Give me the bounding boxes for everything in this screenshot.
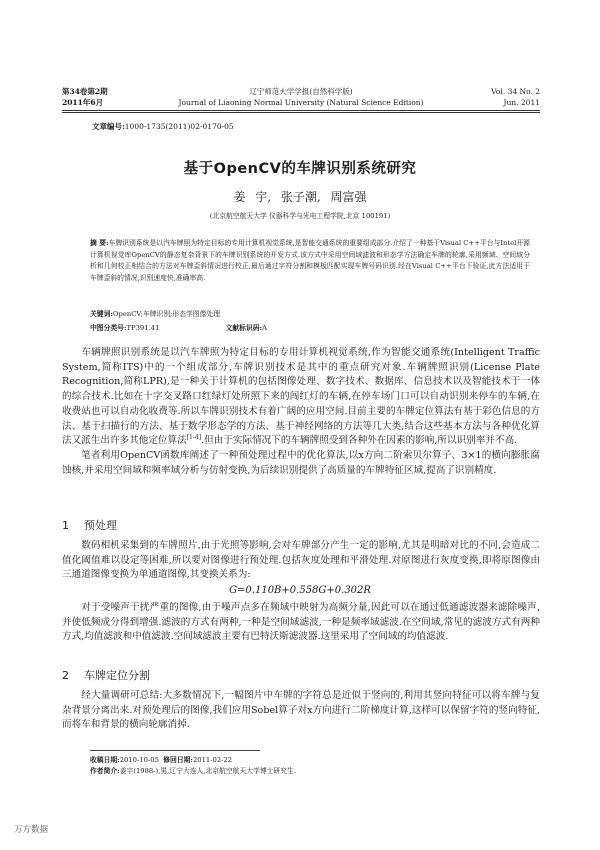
keywords <box>90 308 530 318</box>
section-1-body-b <box>62 601 540 645</box>
received-date: 2010-10-05 <box>119 756 159 764</box>
clc-label: 中图分类号: <box>90 324 127 332</box>
paper-title: 基于OpenCV的车牌识别系统研究 <box>183 161 417 177</box>
header-journal-cn: 辽宁师范大学学报(自然科学版) <box>249 87 353 96</box>
footnote <box>90 755 296 777</box>
paper-affiliation: (北京航空航天大学 仪器科学与光电工程学院,北京 100191) <box>209 212 391 220</box>
keywords-text: OpenCV;车牌识别;形态学图像处理 <box>112 310 220 318</box>
section-1-paragraph-2: 对于受噪声干扰严重的图像,由于噪声点多在频域中映射为高频分量,因此可以在通过低通滤波器来滤除噪声,并使低频成分得到增强.滤波的方式有两种,一种是空间域滤波,一种是频率域滤波.在空间域,常见的滤波方式有两种方式,均值滤波和中值滤波.空间域滤波主要有巴特沃斯滤波器.这里采用了空间域的均值滤波. <box>62 602 540 643</box>
section-1-number: 1 <box>62 519 69 532</box>
classification <box>90 322 299 332</box>
doc-code-label: 文献标识码: <box>225 324 263 332</box>
header-center <box>62 86 540 108</box>
abstract-text: 车牌识别系统是以汽车牌照为特定目标的专用计算机视觉系统,是智能交通系统的重要组成部分.介绍了一种基于Visual C++平台与Intel开源计算机视觉库OpenCV的静态复杂背景下的车牌识别系统的开发方式.该方式中采用空间域滤波和形态学方法确定车牌的轮廓,采用频域、空间域分析和几何校正相结合的方法对车牌歪斜情况进行校正,最后通过字符分割和模板匹配实现车牌号码识别.经在Visual C++平台下验证,此方法适用于车牌歪斜的情况,识别速度快,准确率高. <box>90 239 530 282</box>
intro-paragraph-2: 笔者利用OpenCV函数库阐述了一种预处理过程中的优化算法,以x方向二阶索贝尔算子、3×1的横向膨胀腐蚀核,并采用空间域和频率域分析与仿射变换,为后续识别提供了高质量的车牌特征区域,提高了识别精度. <box>62 449 540 476</box>
introduction <box>62 346 540 478</box>
section-2-title: 车牌定位分割 <box>84 669 150 682</box>
abstract <box>90 238 530 284</box>
section-1-paragraph-1: 数码相机采集到的车牌照片,由于光照等影响,会对车牌部分产生一定的影响,尤其是明暗对比的不同,会造成二值化阈值难以设定等困难,所以要对图像进行预处理.包括灰度处理和平滑处理.对原图进行灰度变换,即将原图像由三通道图像变换为单通道图像,其变换关系为: <box>62 540 540 581</box>
section-2-paragraph-1: 经大量调研可总结:大多数情况下,一幅图片中车牌的字符总是近似于竖向的,利用其竖向特征可以将车牌与复杂背景分离出来.对预处理后的图像,我们应用Sobel算子对x方向进行二阶梯度计算,这样可以保留字符的竖向特征,而将车和背景的横向轮廓消掉. <box>62 690 540 731</box>
article-number-value: 1000-1735(2011)02-0170-05 <box>124 122 234 131</box>
abstract-label: 摘 要: <box>90 239 109 247</box>
keywords-label: 关键词: <box>90 310 113 318</box>
received-label: 收稿日期: <box>90 756 120 764</box>
section-2-body <box>62 689 540 733</box>
intro-p1-text: 车辆牌照识别系统是以汽车牌照为特定目标的专用计算机视觉系统,作为智能交通系统(Intelligent Traffic System,简称ITS)中的一个组成部分,车牌识别技术是其中的重点研究对象.车辆牌照识别(License Plate Recognition,简称LPR),是一种关于计算机的包括图像处理、数字技术、数据库、信息技术以及智能技术于一体的综合技术.比如在十字交叉路口红绿灯处所照下来的闯红灯的车辆,在停车场门口可以自动识别来停车的车辆,在收费站也可以自动化收费等.所以车牌识别技术有着广阔的应用空间.目前主要的车牌定位算法有基于彩色信息的方法、基于扫描行的方法、基于数学形态学的方法、基于神经网络的方法等几大类,结合这些基本方法与各种优化算法又派生出许多其他定位算法 <box>62 347 540 447</box>
section-2-heading <box>62 667 150 683</box>
header-volume-en: Vol. 34 No. 2 <box>491 87 540 96</box>
header-journal-en: Journal of Liaoning Normal University (Natural Science Edition) <box>178 98 424 107</box>
header-rule <box>62 110 540 111</box>
section-1-heading <box>62 517 117 533</box>
author-bio: 姜宇(1988-),男,辽宁大连人,北京航空航天大学博士研究生. <box>119 767 296 775</box>
article-number-label: 文章编号: <box>92 122 125 131</box>
section-1-body-a <box>62 539 540 583</box>
intro-citation: [1-4] <box>186 434 202 442</box>
footnote-dates <box>90 755 296 766</box>
author-bio-label: 作者简介: <box>90 767 120 775</box>
header-rule-thin <box>62 112 540 113</box>
header-right <box>491 86 540 108</box>
intro-p1-tail: .但由于实际情况下的车辆牌照受到各种外在因素的影响,所以识别率并不高. <box>201 435 518 447</box>
revised-date: 2011-02-22 <box>192 756 233 764</box>
paper-authors: 姜 宇, 张子潮, 周富强 <box>233 190 367 204</box>
header-date-en: Jun. 2011 <box>503 98 540 107</box>
footnote-author <box>90 766 296 777</box>
section-2-number: 2 <box>62 669 69 682</box>
wanfang-watermark: 万方数据 <box>14 825 49 835</box>
clc-value: TP391.41 <box>126 324 160 332</box>
doc-code-value: A <box>262 324 267 332</box>
footnote-rule <box>90 750 260 751</box>
section-1-title: 预处理 <box>84 519 117 532</box>
article-number <box>92 121 234 132</box>
header-date-cn: 2011年6月 <box>62 98 104 107</box>
clc-number <box>90 324 191 332</box>
gray-formula: G=0.110B+0.558G+0.302R <box>229 585 371 596</box>
revised-label: 修回日期: <box>163 756 193 764</box>
header-volume-cn: 第34卷第2期 <box>62 87 108 96</box>
intro-paragraph-1 <box>62 346 540 449</box>
